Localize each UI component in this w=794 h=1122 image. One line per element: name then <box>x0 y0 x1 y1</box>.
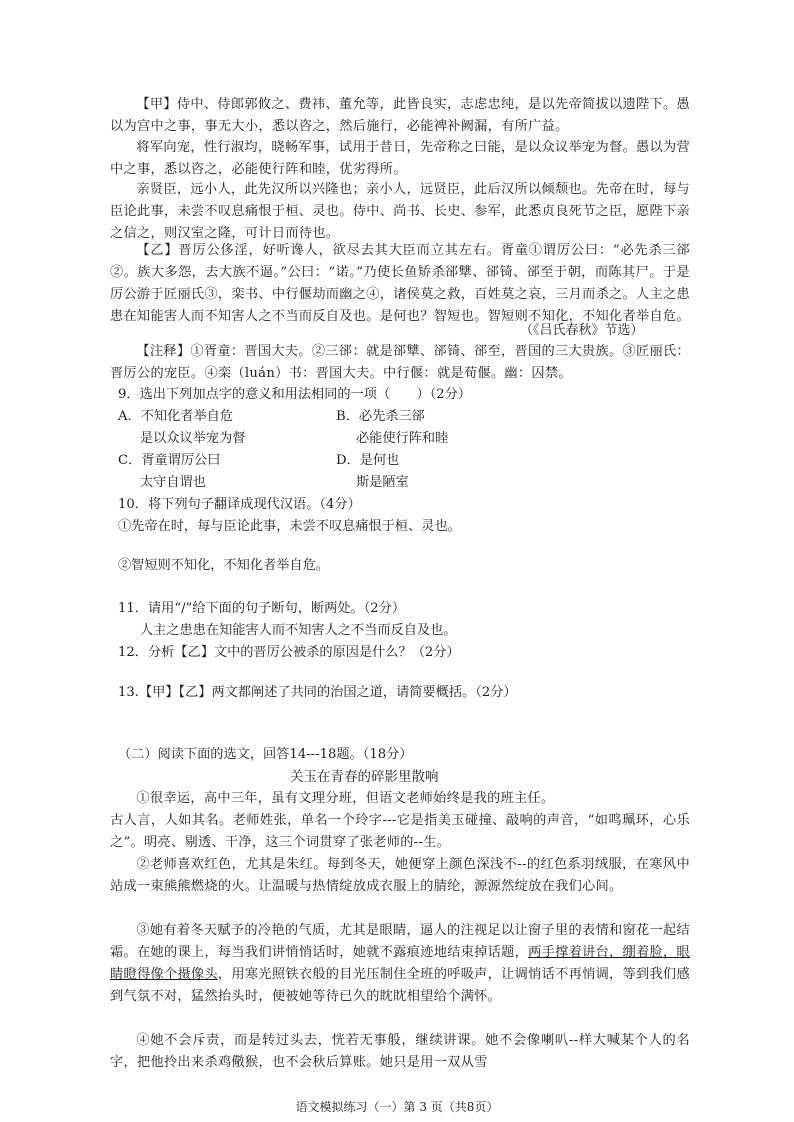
underlined-sentence: 两手撑着讲台，绷着脸，眼睛瞪得像个摄像头 <box>110 945 690 982</box>
q9-option-d-line1: D．是何也 <box>336 453 400 468</box>
page-footer: 语文模拟练习（一）第 3 页（共8页） <box>295 1100 499 1114</box>
article-para-1-cont: 古人言，人如其名。老师姓张，单名一个玲字---它是指美玉碰撞、敲响的声音，“如鸣珮环，心乐之”。明亮、剔透、干净，这三个词贯穿了张老师的--生。 <box>110 813 690 850</box>
q9-option-a-line1: A．不知化者举自危 <box>118 409 234 424</box>
q9-option-a-line2: 是以众议举宠为督 <box>140 431 246 446</box>
article-para-1: ①很幸运，高中三年，虽有文理分班，但语文老师始终是我的班主任。 <box>136 791 555 806</box>
question-13: 13.【甲】【乙】两文都阐述了共同的治国之道，请简要概括。（2分） <box>118 685 517 700</box>
section-2-heading: （二）阅读下面的选文，回答14---18题。（18分） <box>118 747 413 762</box>
question-10-sentence-1: ①先帝在时，每与臣论此事，未尝不叹息痛恨于桓、灵也。 <box>118 519 461 534</box>
q9-option-b-line2: 必能使行阵和睦 <box>356 431 449 446</box>
article-para-2: ②老师喜欢红色，尤其是朱红。每到冬天，她便穿上颜色深浅不--的红色系羽绒服，在寒风中站成一束熊熊燃烧的火。让温暖与热情绽放成衣服上的腈纶，源源然绽放在我们心间。 <box>110 857 690 894</box>
passage-jia-para-2: 将军向宠，性行淑均，晓畅军事，试用于昔日，先帝称之曰能，是以众议举宠为督。愚以为营中之事，悉以咨之，必能使行阵和睦，优劣得所。 <box>110 140 690 177</box>
passage-jia-para-1: 【甲】侍中、侍郎郭攸之、费祎、董允等，此皆良实，志虑忠纯，是以先帝简拔以遗陛下。愚以为宫中之事，事无大小，悉以咨之，然后施行，必能裨补阙漏，有所广益。 <box>110 97 690 134</box>
question-9-stem: 9．选出下列加点字的意义和用法相同的一项（ ）（2分） <box>118 387 472 402</box>
article-para-4: ④她不会斥责，而是转过头去，恍若无事般，继续讲课。她不会像喇叭--样大喊某个人的名字，把他拎出来杀鸡儆猴，也不会秋后算账。她只是用一双从雪 <box>110 1033 690 1070</box>
q9-option-d-line2: 斯是陋室 <box>356 475 409 490</box>
question-10-sentence-2: ②智短则不知化，不知化者举自危。 <box>118 558 329 573</box>
article-para-3-end: ，用寒光照铁衣般的目光压制住全班的呼吸声，让调悄话不再悄调，等到我们感到气氛不对，猛然抬头时，便被她等待已久的眈眈相望给个满怀。 <box>110 967 690 1004</box>
article-para-3-start: ③她有着冬天赋予的冷艳的气质，尤其是眼睛，逼人的注视足以让窗子里的表情和窗花一起结霜。在她的课上，每当我们讲悄悄话时，她就不露痕迹地结束掉话题， <box>110 923 690 960</box>
passage-yi: 【乙】晋厉公侈淫，好听谗人，欲尽去其大臣而立其左右。胥童①谓厉公曰：“必先杀三郤②。族大多怨，去大族不逼。”公曰：“诺。”乃使长鱼矫杀郤犨、郤锜、郤至于朝，而陈其尸。于是厉公游于匠丽氏③，栾书、中行偃劫而幽之④，诸侯莫之救，百姓莫之哀，三月而杀之。人主之患患在知能害人而不知害人之不当而反自及也。是何也？智短也。智短则不知化，不知化者举自危。 <box>110 243 690 324</box>
q9-option-c-line1: C．胥童谓厉公曰 <box>118 453 221 468</box>
question-12: 12．分析【乙】文中的晋厉公被杀的原因是什么？（2分） <box>118 645 460 660</box>
question-11-sentence: 人主之患患在知能害人而不知害人之不当而反自及也。 <box>140 623 457 638</box>
q9-option-c-line2: 太守自谓也 <box>140 475 206 490</box>
article-title: 关玉在青春的碎影里散响 <box>290 769 439 785</box>
annotation-notes: 【注释】①胥童：晋国大夫。②三郤：就是郤犨、郤锜、郤至，晋国的三大贵族。③匠丽氏：晋厉公的宠臣。④栾（luán）书：晋国大夫。中行偃：就是荀偃。幽：囚禁。 <box>110 344 690 381</box>
passage-jia-para-3: 亲贤臣，远小人，此先汉所以兴隆也；亲小人，远贤臣，此后汉所以倾颓也。先帝在时，每与臣论此事，未尝不叹息痛恨于桓、灵也。侍中、尚书、长史、参军，此悉贞良死节之臣，愿陛下亲之信之，则汉室之隆，可计日而待也。 <box>110 182 690 241</box>
question-10-stem: 10．将下列句子翻译成现代汉语。（4分） <box>118 497 361 512</box>
passage-source: （《吕氏春秋》节选） <box>520 323 644 338</box>
q9-option-b-line1: B．必先杀三郤 <box>336 409 425 424</box>
question-11-stem: 11．请用“/”给下面的句子断句，断两处。（2分） <box>118 601 406 616</box>
article-para-3 <box>110 920 690 1008</box>
